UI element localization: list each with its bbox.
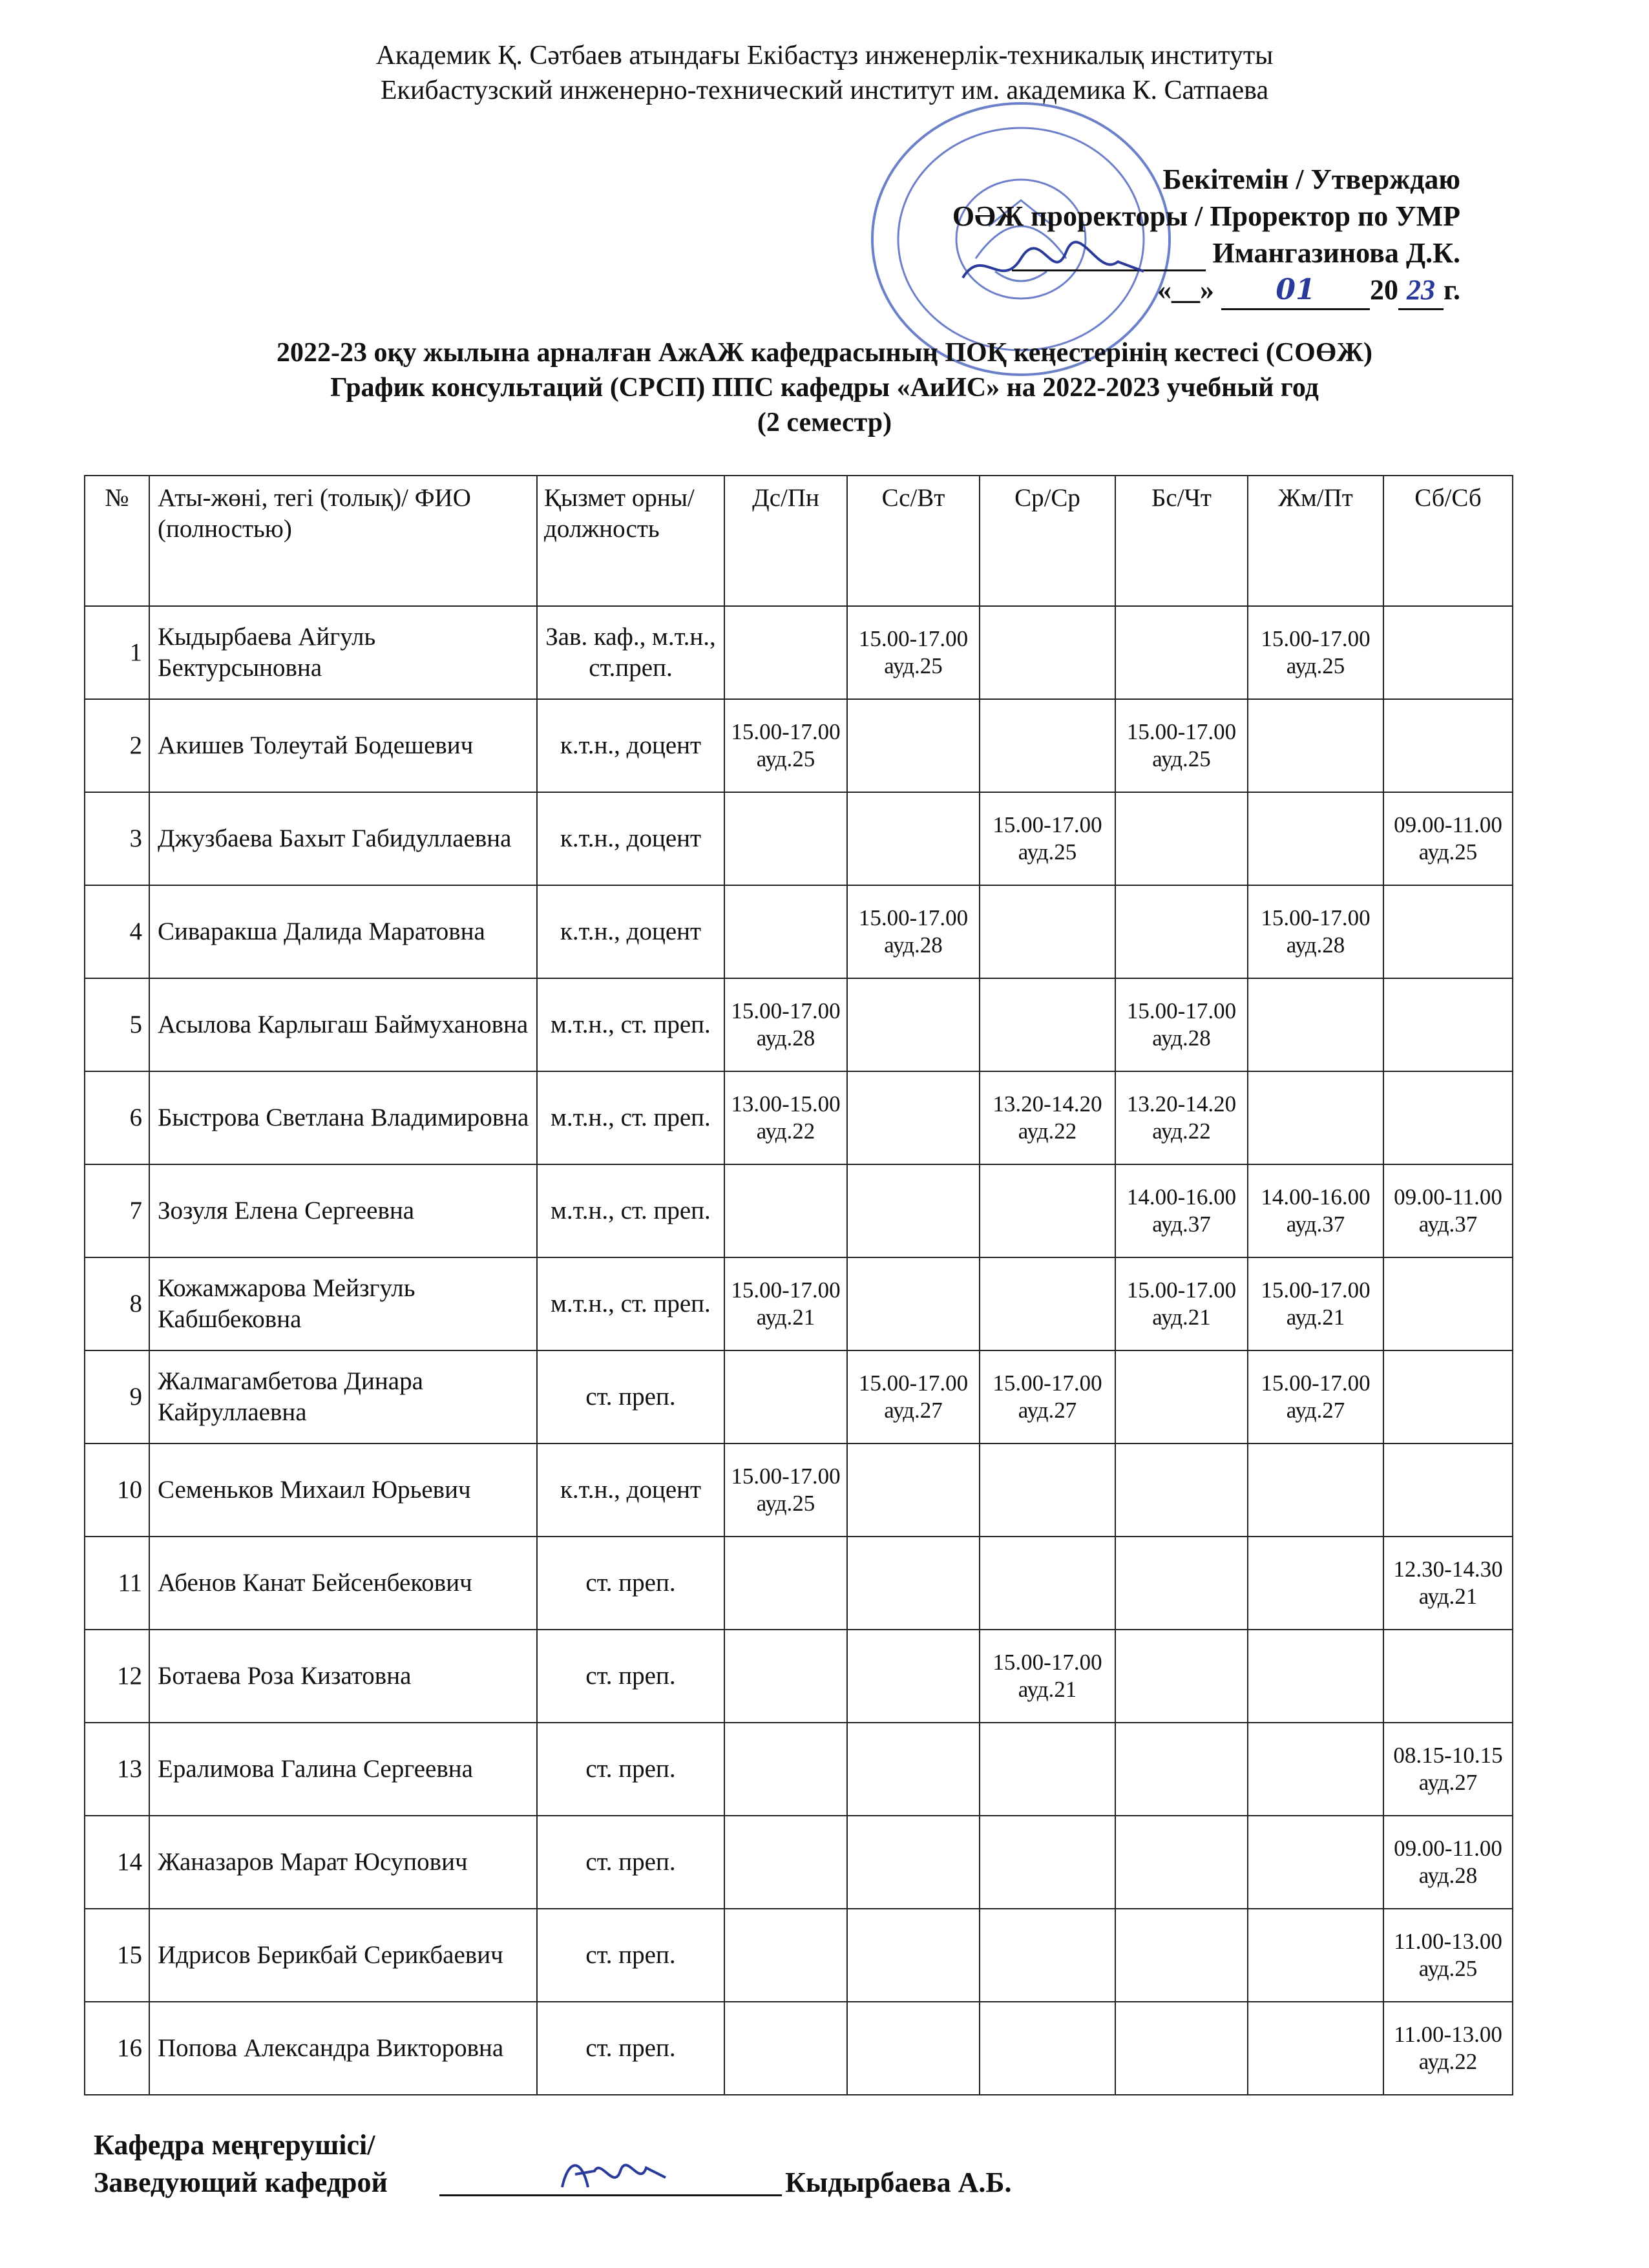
slot-tue: [847, 1630, 980, 1723]
row-num: 15: [85, 1909, 149, 2002]
row-name: Кожамжарова Мейзгуль Кабшбековна: [149, 1257, 537, 1350]
slot-mon: 15.00-17.00 ауд.25: [724, 699, 847, 792]
slot-tue: [847, 1164, 980, 1257]
slot-fri: 15.00-17.00 ауд.28: [1248, 885, 1383, 978]
slot-wed: [980, 1257, 1115, 1350]
row-position: ст. преп.: [537, 1723, 724, 1816]
row-num: 6: [85, 1071, 149, 1164]
table-row: [85, 1071, 1513, 1164]
slot-sat: 12.30-14.30 ауд.21: [1383, 1537, 1513, 1630]
header-day-wed: Ср/Ср: [980, 476, 1115, 606]
slot-mon: [724, 1630, 847, 1723]
row-position: ст. преп.: [537, 1350, 724, 1444]
row-name: Сиваракша Далида Маратовна: [149, 885, 537, 978]
table-row: [85, 1909, 1513, 2002]
slot-sat: [1383, 1444, 1513, 1537]
slot-thu: [1115, 1909, 1248, 2002]
slot-wed: 15.00-17.00 ауд.25: [980, 792, 1115, 885]
table-row: [85, 2002, 1513, 2095]
row-num: 9: [85, 1350, 149, 1444]
slot-mon: 15.00-17.00 ауд.25: [724, 1444, 847, 1537]
slot-fri: 15.00-17.00 ауд.27: [1248, 1350, 1383, 1444]
slot-fri: 15.00-17.00 ауд.25: [1248, 606, 1383, 699]
approval-line-2: ОӘЖ проректоры / Проректор по УМР: [952, 200, 1460, 232]
slot-fri: [1248, 1630, 1383, 1723]
row-position: м.т.н., ст. преп.: [537, 1257, 724, 1350]
slot-tue: 15.00-17.00 ауд.27: [847, 1350, 980, 1444]
header-num: №: [85, 476, 149, 606]
slot-sat: 11.00-13.00 ауд.25: [1383, 1909, 1513, 2002]
slot-mon: 13.00-15.00 ауд.22: [724, 1071, 847, 1164]
row-position: м.т.н., ст. преп.: [537, 1071, 724, 1164]
slot-sat: [1383, 1630, 1513, 1723]
slot-wed: [980, 1164, 1115, 1257]
table-row: [85, 1723, 1513, 1816]
row-position: Зав. каф., м.т.н., ст.преп.: [537, 606, 724, 699]
slot-fri: [1248, 792, 1383, 885]
row-position: ст. преп.: [537, 1816, 724, 1909]
slot-thu: 15.00-17.00 ауд.28: [1115, 978, 1248, 1071]
slot-sat: 08.15-10.15 ауд.27: [1383, 1723, 1513, 1816]
slot-tue: [847, 1537, 980, 1630]
title-kz: 2022-23 оқу жылына арналған АжАЖ кафедрасының ПОҚ кеңестерінің кестесі (СОӨЖ): [277, 338, 1372, 368]
row-num: 11: [85, 1537, 149, 1630]
slot-fri: [1248, 1816, 1383, 1909]
head-signature-icon: [556, 2152, 672, 2197]
slot-fri: [1248, 699, 1383, 792]
slot-mon: [724, 1537, 847, 1630]
row-position: к.т.н., доцент: [537, 699, 724, 792]
slot-sat: [1383, 885, 1513, 978]
table-row: [85, 885, 1513, 978]
header-day-thu: Бс/Чт: [1115, 476, 1248, 606]
table-body: [85, 606, 1513, 2095]
row-position: ст. преп.: [537, 2002, 724, 2095]
approval-date-year-prefix: 20: [1369, 274, 1398, 306]
row-name: Идрисов Берикбай Серикбаевич: [149, 1909, 537, 2002]
slot-mon: [724, 1350, 847, 1444]
consultation-schedule-table: [84, 475, 1513, 2095]
slot-thu: [1115, 1816, 1248, 1909]
slot-tue: 15.00-17.00 ауд.28: [847, 885, 980, 978]
slot-tue: [847, 1071, 980, 1164]
header-name: Аты-жөні, тегі (толық)/ ФИО (полностью): [149, 476, 537, 606]
slot-fri: [1248, 978, 1383, 1071]
slot-thu: 15.00-17.00 ауд.21: [1115, 1257, 1248, 1350]
row-name: Ботаева Роза Кизатовна: [149, 1630, 537, 1723]
approval-date-day: «__»: [1157, 274, 1214, 306]
slot-sat: [1383, 1071, 1513, 1164]
row-name: Семеньков Михаил Юрьевич: [149, 1444, 537, 1537]
slot-fri: [1248, 1723, 1383, 1816]
row-position: ст. преп.: [537, 1537, 724, 1630]
header-day-mon: Дс/Пн: [724, 476, 847, 606]
slot-fri: 14.00-16.00 ауд.37: [1248, 1164, 1383, 1257]
slot-tue: [847, 978, 980, 1071]
row-num: 5: [85, 978, 149, 1071]
title-ru: График консультаций (СРСП) ППС кафедры «АиИС» на 2022-2023 учебный год: [330, 373, 1319, 403]
table-row: [85, 1350, 1513, 1444]
row-num: 7: [85, 1164, 149, 1257]
approval-signer: [840, 235, 1460, 271]
slot-mon: [724, 792, 847, 885]
slot-fri: [1248, 1909, 1383, 2002]
slot-mon: [724, 606, 847, 699]
slot-sat: 09.00-11.00 ауд.25: [1383, 792, 1513, 885]
slot-fri: [1248, 1071, 1383, 1164]
slot-sat: [1383, 978, 1513, 1071]
row-position: м.т.н., ст. преп.: [537, 1164, 724, 1257]
slot-sat: 11.00-13.00 ауд.22: [1383, 2002, 1513, 2095]
slot-wed: [980, 1444, 1115, 1537]
footer-line-1: Кафедра меңгерушісі/: [94, 2129, 375, 2161]
slot-wed: [980, 885, 1115, 978]
row-num: 12: [85, 1630, 149, 1723]
slot-thu: [1115, 792, 1248, 885]
table-row: [85, 1444, 1513, 1537]
slot-sat: 09.00-11.00 ауд.28: [1383, 1816, 1513, 1909]
row-name: Быстрова Светлана Владимировна: [149, 1071, 537, 1164]
table-row: [85, 699, 1513, 792]
title-semester: (2 семестр): [757, 408, 892, 437]
row-num: 16: [85, 2002, 149, 2095]
slot-wed: [980, 1816, 1115, 1909]
slot-wed: [980, 2002, 1115, 2095]
row-name: Джузбаева Бахыт Габидуллаевна: [149, 792, 537, 885]
slot-thu: 14.00-16.00 ауд.37: [1115, 1164, 1248, 1257]
slot-sat: [1383, 699, 1513, 792]
approval-signer-name: Имангазинова Д.К.: [1212, 237, 1460, 269]
slot-tue: [847, 1816, 980, 1909]
table-row: [85, 1537, 1513, 1630]
slot-thu: [1115, 885, 1248, 978]
row-name: Ералимова Галина Сергеевна: [149, 1723, 537, 1816]
slot-mon: [724, 1816, 847, 1909]
slot-tue: [847, 1909, 980, 2002]
table-row: [85, 1164, 1513, 1257]
slot-sat: [1383, 1257, 1513, 1350]
row-name: Асылова Карлыгаш Баймухановна: [149, 978, 537, 1071]
row-position: ст. преп.: [537, 1909, 724, 2002]
slot-mon: 15.00-17.00 ауд.21: [724, 1257, 847, 1350]
slot-tue: [847, 2002, 980, 2095]
row-name: Абенов Канат Бейсенбекович: [149, 1537, 537, 1630]
slot-wed: [980, 1723, 1115, 1816]
table-row: [85, 792, 1513, 885]
approval-date-year-suffix: 23: [1398, 272, 1444, 310]
slot-mon: 15.00-17.00 ауд.28: [724, 978, 847, 1071]
table-header-row: [85, 476, 1513, 606]
table-row: [85, 1816, 1513, 1909]
slot-thu: 15.00-17.00 ауд.25: [1115, 699, 1248, 792]
slot-mon: [724, 2002, 847, 2095]
slot-fri: [1248, 2002, 1383, 2095]
slot-thu: 13.20-14.20 ауд.22: [1115, 1071, 1248, 1164]
row-name: Жаназаров Марат Юсупович: [149, 1816, 537, 1909]
row-name: Зозуля Елена Сергеевна: [149, 1164, 537, 1257]
header-day-tue: Сс/Вт: [847, 476, 980, 606]
row-num: 13: [85, 1723, 149, 1816]
slot-thu: [1115, 2002, 1248, 2095]
slot-mon: [724, 1909, 847, 2002]
slot-tue: [847, 1444, 980, 1537]
approval-date-month: 01: [1221, 272, 1370, 310]
slot-wed: 15.00-17.00 ауд.27: [980, 1350, 1115, 1444]
slot-sat: 09.00-11.00 ауд.37: [1383, 1164, 1513, 1257]
row-num: 3: [85, 792, 149, 885]
table-row: [85, 606, 1513, 699]
row-num: 4: [85, 885, 149, 978]
slot-tue: [847, 699, 980, 792]
row-name: Кыдырбаева Айгуль Бектурсыновна: [149, 606, 537, 699]
slot-sat: [1383, 606, 1513, 699]
slot-mon: [724, 1723, 847, 1816]
row-num: 8: [85, 1257, 149, 1350]
slot-thu: [1115, 1350, 1248, 1444]
header-day-fri: Жм/Пт: [1248, 476, 1383, 606]
approval-date-suffix: г.: [1443, 274, 1460, 306]
slot-fri: [1248, 1537, 1383, 1630]
slot-thu: [1115, 1537, 1248, 1630]
slot-tue: [847, 1723, 980, 1816]
slot-fri: 15.00-17.00 ауд.21: [1248, 1257, 1383, 1350]
slot-mon: [724, 1164, 847, 1257]
slot-fri: [1248, 1444, 1383, 1537]
table-row: [85, 978, 1513, 1071]
slot-wed: 15.00-17.00 ауд.21: [980, 1630, 1115, 1723]
slot-thu: [1115, 1444, 1248, 1537]
slot-wed: [980, 606, 1115, 699]
footer-line-2: Заведующий кафедрой: [94, 2167, 388, 2198]
slot-wed: 13.20-14.20 ауд.22: [980, 1071, 1115, 1164]
approval-line-1: Бекітемін / Утверждаю: [1162, 163, 1460, 195]
slot-wed: [980, 1537, 1115, 1630]
slot-wed: [980, 978, 1115, 1071]
slot-wed: [980, 699, 1115, 792]
row-position: ст. преп.: [537, 1630, 724, 1723]
table-row: [85, 1630, 1513, 1723]
institute-name-ru: Екибастузский инженерно-технический институт им. академика К. Сатпаева: [380, 76, 1269, 105]
slot-tue: 15.00-17.00 ауд.25: [847, 606, 980, 699]
row-name: Попова Александра Викторовна: [149, 2002, 537, 2095]
row-position: м.т.н., ст. преп.: [537, 978, 724, 1071]
row-num: 10: [85, 1444, 149, 1537]
row-num: 1: [85, 606, 149, 699]
slot-tue: [847, 1257, 980, 1350]
institute-name-kz: Академик Қ. Сәтбаев атындағы Екібастұз инженерлік-техникалық институты: [375, 41, 1274, 70]
approval-date: [840, 272, 1460, 310]
row-num: 14: [85, 1816, 149, 1909]
row-name: Жалмагамбетова Динара Кайруллаевна: [149, 1350, 537, 1444]
row-num: 2: [85, 699, 149, 792]
slot-thu: [1115, 1723, 1248, 1816]
slot-thu: [1115, 1630, 1248, 1723]
header-position: Қызмет орны/ должность: [537, 476, 724, 606]
footer-signer: Кыдырбаева А.Б.: [785, 2167, 1012, 2198]
slot-thu: [1115, 606, 1248, 699]
slot-wed: [980, 1909, 1115, 2002]
row-position: к.т.н., доцент: [537, 792, 724, 885]
table-row: [85, 1257, 1513, 1350]
prorector-signature-icon: [956, 233, 1150, 297]
row-position: к.т.н., доцент: [537, 1444, 724, 1537]
row-position: к.т.н., доцент: [537, 885, 724, 978]
slot-mon: [724, 885, 847, 978]
slot-sat: [1383, 1350, 1513, 1444]
header-day-sat: Сб/Сб: [1383, 476, 1513, 606]
row-name: Акишев Толеутай Бодешевич: [149, 699, 537, 792]
slot-tue: [847, 792, 980, 885]
